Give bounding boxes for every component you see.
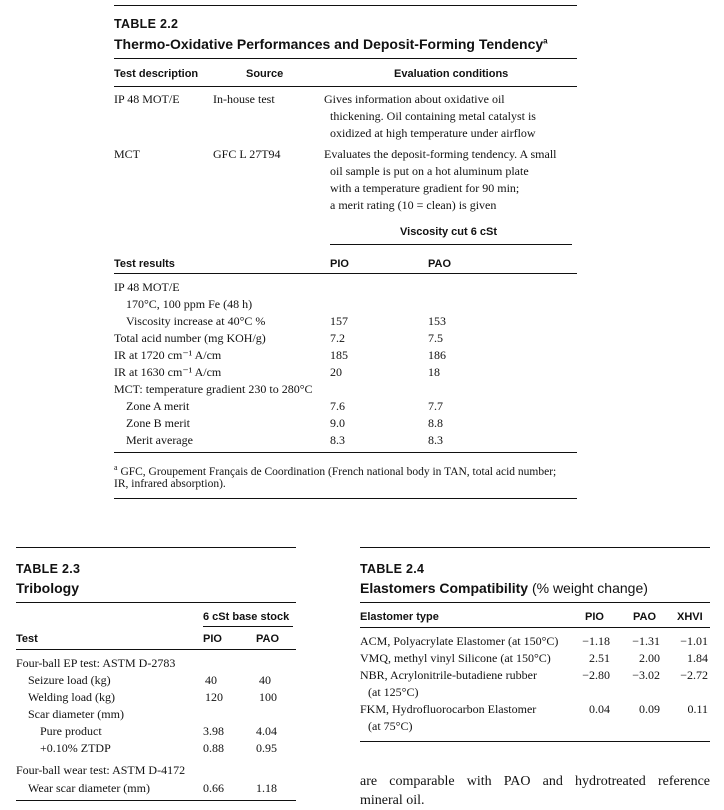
elastomer-label: ACM, Polyacrylate Elastomer (at 150°C): [360, 634, 559, 648]
elastomer-pao: −3.02: [632, 668, 660, 682]
elastomer-pao: −1.31: [632, 634, 660, 648]
elastomer-pio: −2.80: [582, 668, 610, 682]
tribology-pio: 120: [205, 690, 223, 704]
tribology-pao: 100: [259, 690, 277, 704]
result-label: IR at 1720 cm⁻¹ A/cm: [114, 348, 222, 362]
elastomer-label: NBR, Acrylonitrile-butadiene rubber: [360, 668, 537, 682]
elastomer-xhvi: −2.72: [680, 668, 708, 682]
table-2-3-top-rule: [16, 547, 296, 548]
table-2-2-footnote-line2: IR, infrared absorption).: [114, 478, 226, 490]
elastomer-pio: 0.04: [589, 702, 610, 716]
col-pio-header-t23: PIO: [203, 633, 222, 645]
tribology-pio: 0.88: [203, 741, 224, 755]
elastomer-label: FKM, Hydrofluorocarbon Elastomer: [360, 702, 537, 716]
col-pio-header: PIO: [330, 258, 349, 270]
table-2-3-label: TABLE 2.3: [16, 562, 81, 576]
result-label: IR at 1630 cm⁻¹ A/cm: [114, 365, 222, 379]
conditions-ip48-line1: Gives information about oxidative oil: [324, 92, 505, 106]
tribology-pao: 4.04: [256, 724, 277, 738]
table-2-4-header-rule: [360, 627, 710, 628]
tribology-row-label: Four-ball wear test: ASTM D-4172: [16, 763, 186, 777]
table-2-4-bottom-rule: [360, 741, 710, 742]
col-pao-header-t24: PAO: [633, 611, 657, 623]
header-source: Source: [246, 68, 284, 80]
result-pao: 153: [428, 314, 446, 328]
viscosity-cut-header: Viscosity cut 6 cSt: [400, 226, 498, 238]
tribology-row-label: Pure product: [40, 724, 102, 738]
source-mct: GFC L 27T94: [213, 147, 281, 161]
table-2-3-caption-rule: [16, 602, 296, 603]
result-pio: 185: [330, 348, 348, 362]
table-2-2-bottom-rule: [114, 498, 577, 499]
result-pio: 7.2: [330, 331, 345, 345]
elastomer-label: VMQ, methyl vinyl Silicone (at 150°C): [360, 651, 551, 665]
tribology-pao: 1.18: [256, 781, 277, 795]
result-label: IP 48 MOT/E: [114, 280, 180, 294]
result-label: MCT: temperature gradient 230 to 280°C: [114, 382, 313, 396]
result-pao: 8.8: [428, 416, 443, 430]
header-evaluation-conditions: Evaluation conditions: [394, 68, 509, 80]
col-elastomer-type-header: Elastomer type: [360, 611, 439, 623]
results-header-rule: [114, 273, 577, 274]
col-pao-header-t23: PAO: [256, 633, 280, 645]
elastomer-xhvi: 0.11: [687, 702, 708, 716]
header-test-description: Test description: [114, 68, 199, 80]
results-bottom-rule: [114, 452, 577, 453]
table-2-3-bottom-rule: [16, 800, 296, 801]
table-2-2-header-rule: [114, 86, 577, 87]
result-label: Total acid number (mg KOH/g): [114, 331, 266, 345]
col-xhvi-header: XHVI: [677, 611, 703, 623]
conditions-mct-line2: oil sample is put on a hot aluminum plate: [330, 164, 529, 178]
group-header-6cst: 6 cSt base stock: [203, 611, 290, 623]
source-ip48: In-house test: [213, 92, 275, 106]
result-pio: 157: [330, 314, 348, 328]
tribology-row-label: Welding load (kg): [28, 690, 116, 704]
elastomer-pio: 2.51: [589, 651, 610, 665]
conditions-mct-line3: with a temperature gradient for 90 min;: [330, 181, 520, 195]
body-paragraph: [360, 772, 710, 810]
test-results-header: Test results: [114, 258, 175, 270]
table-2-4-top-rule: [360, 547, 710, 548]
elastomer-pio: −1.18: [582, 634, 610, 648]
result-pao: 7.5: [428, 331, 443, 345]
result-label: Viscosity increase at 40°C %: [126, 314, 266, 328]
result-label: 170°C, 100 ppm Fe (48 h): [126, 297, 253, 311]
conditions-mct-line4: a merit rating (10 = clean) is given: [330, 198, 497, 212]
tribology-pao: 0.95: [256, 741, 277, 755]
result-pao: 7.7: [428, 399, 443, 413]
tribology-row-label: Wear scar diameter (mm): [28, 781, 150, 795]
tribology-row-label: Seizure load (kg): [28, 673, 111, 687]
result-pio: 9.0: [330, 416, 345, 430]
table-2-4-caption: Elastomers Compatibility (% weight change): [360, 580, 648, 596]
col-pio-header-t24: PIO: [585, 611, 604, 623]
viscosity-cut-rule: [330, 244, 572, 245]
tribology-pio: 3.98: [203, 724, 224, 738]
body-line-1: are comparable with PAO and hydrotreated reference: [360, 774, 710, 789]
test-desc-ip48: IP 48 MOT/E: [114, 92, 180, 106]
elastomer-label-cont: (at 125°C): [368, 685, 419, 699]
table-2-2-footnote-line1: $^a$ GFC, Groupement Français de Coordination (French national body in TAN, total acid number;: [114, 463, 557, 478]
conditions-ip48-line3: oxidized at high temperature under airflow: [330, 126, 536, 140]
elastomer-label-cont: (at 75°C): [368, 719, 413, 733]
result-pao: 8.3: [428, 433, 443, 447]
result-pao: 186: [428, 348, 446, 362]
elastomer-pao: 2.00: [639, 651, 660, 665]
group-header-rule: [203, 626, 293, 627]
test-desc-mct: MCT: [114, 147, 141, 161]
tribology-row-label: Scar diameter (mm): [28, 707, 124, 721]
conditions-mct-line1: Evaluates the deposit-forming tendency. A small: [324, 147, 557, 161]
col-pao-header: PAO: [428, 258, 452, 270]
table-2-2-label: TABLE 2.2: [114, 17, 179, 31]
table-2-4-caption-rule: [360, 602, 710, 603]
result-pio: 20: [330, 365, 342, 379]
tribology-pio: 40: [205, 673, 217, 687]
body-line-2: mineral oil.: [360, 793, 425, 808]
result-pio: 7.6: [330, 399, 345, 413]
table-2-3-header-rule: [16, 649, 296, 650]
elastomer-pao: 0.09: [639, 702, 660, 716]
tribology-row-label: +0.10% ZTDP: [40, 741, 111, 755]
result-label: Zone A merit: [126, 399, 190, 413]
table-2-3-caption: Tribology: [16, 580, 79, 596]
result-label: Merit average: [126, 433, 193, 447]
table-2-4-label: TABLE 2.4: [360, 562, 425, 576]
tribology-pio: 0.66: [203, 781, 224, 795]
tribology-row-label: Four-ball EP test: ASTM D-2783: [16, 656, 176, 670]
result-pio: 8.3: [330, 433, 345, 447]
elastomer-xhvi: 1.84: [687, 651, 708, 665]
table-2-2-caption-rule: [114, 58, 577, 59]
conditions-ip48-line2: thickening. Oil containing metal catalyst is: [330, 109, 536, 123]
result-pao: 18: [428, 365, 440, 379]
col-test-header: Test: [16, 633, 38, 645]
result-label: Zone B merit: [126, 416, 190, 430]
elastomer-xhvi: −1.01: [680, 634, 708, 648]
tribology-pao: 40: [259, 673, 271, 687]
table-2-2-caption: Thermo-Oxidative Performances and Deposit-Forming Tendency$^a$: [114, 36, 548, 52]
table-2-2-top-rule: [114, 5, 577, 6]
